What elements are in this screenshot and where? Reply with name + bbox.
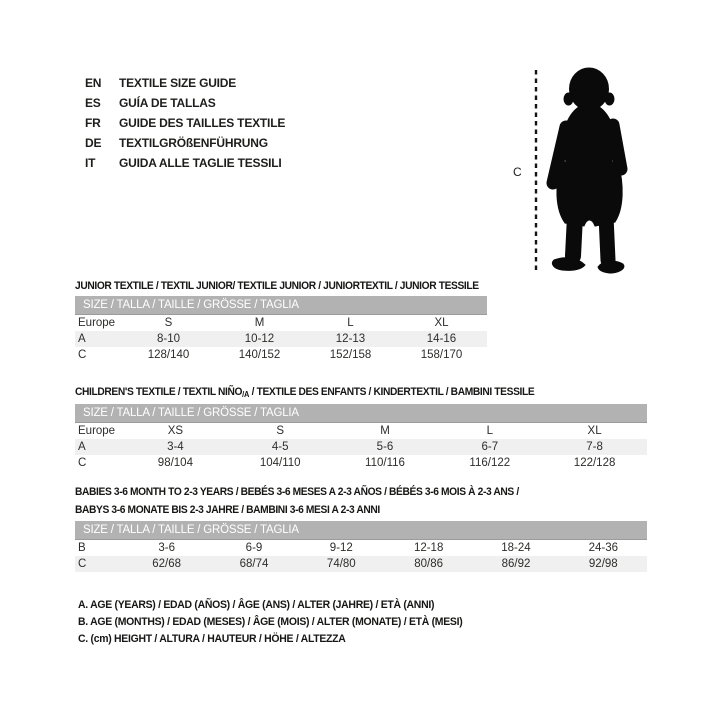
size-cell: XS bbox=[167, 425, 184, 437]
language-code: EN bbox=[85, 76, 102, 90]
size-cell: 7-8 bbox=[586, 441, 603, 453]
size-cell: 122/128 bbox=[573, 457, 616, 469]
size-cell: XL bbox=[434, 317, 449, 329]
language-code: FR bbox=[85, 116, 101, 130]
size-cell: 68/74 bbox=[239, 558, 269, 570]
size-cell: 3-4 bbox=[167, 441, 184, 453]
dimension-label-c: C bbox=[513, 165, 522, 179]
table-row bbox=[75, 556, 647, 572]
size-cell: 12-18 bbox=[413, 542, 444, 554]
language-label: TEXTILE SIZE GUIDE bbox=[119, 76, 237, 90]
table-title-subscript: /A bbox=[242, 390, 250, 399]
size-cell: XL bbox=[587, 425, 602, 437]
size-cell: 74/80 bbox=[326, 558, 356, 570]
row-label: C bbox=[78, 558, 87, 570]
size-cell: 140/152 bbox=[238, 349, 281, 361]
table-title-text: CHILDREN'S TEXTILE / TEXTIL NIÑO bbox=[75, 386, 243, 398]
language-label: GUÍA DE TALLAS bbox=[119, 96, 216, 110]
size-cell: S bbox=[276, 425, 285, 437]
size-cell: 104/110 bbox=[259, 457, 301, 469]
table-title bbox=[75, 484, 607, 501]
table-row bbox=[75, 347, 487, 363]
size-cell: 158/170 bbox=[420, 349, 463, 361]
language-label: TEXTILGRÖßENFÜHRUNG bbox=[119, 136, 268, 150]
table-title-text: JUNIOR TEXTILE / TEXTIL JUNIOR/ TEXTILE JUNIOR / JUNIORTEXTIL / JUNIOR TESSILE bbox=[75, 280, 479, 292]
size-cell: 10-12 bbox=[244, 333, 275, 345]
language-row bbox=[85, 113, 285, 133]
language-code: IT bbox=[85, 156, 96, 170]
row-label: Europe bbox=[78, 317, 116, 329]
babies-size-table bbox=[75, 484, 647, 572]
language-code: DE bbox=[85, 136, 102, 150]
size-cell: 62/68 bbox=[152, 558, 182, 570]
size-cell: 5-6 bbox=[376, 441, 394, 453]
table-row bbox=[75, 455, 647, 471]
size-cell: 14-16 bbox=[426, 333, 457, 345]
language-label: GUIDA ALLE TAGLIE TESSILI bbox=[119, 156, 282, 170]
language-label: GUIDE DES TAILLES TEXTILE bbox=[119, 116, 286, 130]
size-cell: 9-12 bbox=[329, 542, 353, 554]
size-cell: M bbox=[380, 425, 390, 437]
table-title-line2: BABYS 3-6 MONATE BIS 2-3 JAHRE / BAMBINI 3-6 MESI A 2-3 ANNI bbox=[75, 504, 380, 516]
size-cell: 110/116 bbox=[365, 457, 405, 469]
row-label: Europe bbox=[78, 425, 116, 437]
height-dimension-line bbox=[533, 68, 539, 280]
table-header-band: SIZE / TALLA / TAILLE / GRÖSSE / TAGLIA bbox=[75, 404, 647, 423]
row-label: C bbox=[78, 349, 87, 361]
junior-textile-size-table bbox=[75, 278, 487, 363]
language-row bbox=[85, 73, 285, 93]
size-cell: 18-24 bbox=[501, 542, 531, 554]
size-cell: 6-7 bbox=[481, 441, 499, 453]
language-code: ES bbox=[85, 96, 101, 110]
size-cell: 86/92 bbox=[501, 558, 531, 570]
size-cell: 116/122 bbox=[469, 457, 511, 469]
language-legend bbox=[85, 73, 285, 173]
table-title-text: BABIES 3-6 MONTH TO 2-3 YEARS / BEBÉS 3-6 MESES A 2-3 AÑOS / BÉBÉS 3-6 MOIS À 2-3 ANS / bbox=[75, 486, 519, 498]
table-header-band: SIZE / TALLA / TAILLE / GRÖSSE / TAGLIA bbox=[75, 521, 647, 540]
language-row bbox=[85, 93, 285, 113]
table-title bbox=[75, 278, 479, 295]
row-label: A bbox=[78, 333, 86, 345]
row-label: B bbox=[78, 542, 86, 554]
size-cell: S bbox=[164, 317, 173, 329]
row-label: C bbox=[78, 457, 87, 469]
size-cell: 12-13 bbox=[335, 333, 366, 345]
size-cell: 3-6 bbox=[158, 542, 175, 554]
size-cell: L bbox=[347, 317, 354, 329]
language-row bbox=[85, 153, 285, 173]
footnote-line: B. AGE (MONTHS) / EDAD (MESES) / ÂGE (MOIS) / ALTER (MONATE) / ETÀ (MESI) bbox=[78, 616, 463, 628]
size-cell: M bbox=[254, 317, 265, 329]
footnote-line: C. (cm) HEIGHT / ALTURA / HAUTEUR / HÖHE / ALTEZZA bbox=[78, 633, 346, 645]
size-cell: 24-36 bbox=[588, 542, 619, 554]
size-cell: L bbox=[486, 425, 493, 437]
row-label: A bbox=[78, 441, 86, 453]
table-title-text: / TEXTILE DES ENFANTS / KINDERTEXTIL / BAMBINI TESSILE bbox=[249, 386, 535, 398]
size-cell: 152/158 bbox=[329, 349, 372, 361]
table-row bbox=[75, 439, 647, 455]
table-title bbox=[75, 384, 607, 403]
size-cell: 6-9 bbox=[245, 542, 263, 554]
size-cell: 80/86 bbox=[414, 558, 444, 570]
table-row bbox=[75, 315, 487, 331]
size-cell: 128/140 bbox=[147, 349, 190, 361]
table-header-band: SIZE / TALLA / TAILLE / GRÖSSE / TAGLIA bbox=[75, 296, 487, 315]
size-cell: 4-5 bbox=[271, 441, 289, 453]
child-silhouette-icon bbox=[544, 66, 634, 276]
language-row bbox=[85, 133, 285, 153]
footnote-line: A. AGE (YEARS) / EDAD (AÑOS) / ÂGE (ANS) / ALTER (JAHRE) / ETÀ (ANNI) bbox=[78, 599, 435, 611]
child-silhouette bbox=[544, 66, 634, 281]
size-cell: 98/104 bbox=[157, 457, 193, 469]
size-cell: 92/98 bbox=[588, 558, 618, 570]
childrens-textile-size-table bbox=[75, 384, 647, 471]
table-row bbox=[75, 331, 487, 347]
footnotes bbox=[78, 597, 483, 648]
table-row bbox=[75, 540, 647, 556]
dashed-line-icon bbox=[533, 68, 539, 275]
table-row bbox=[75, 423, 647, 439]
size-cell: 8-10 bbox=[156, 333, 181, 345]
